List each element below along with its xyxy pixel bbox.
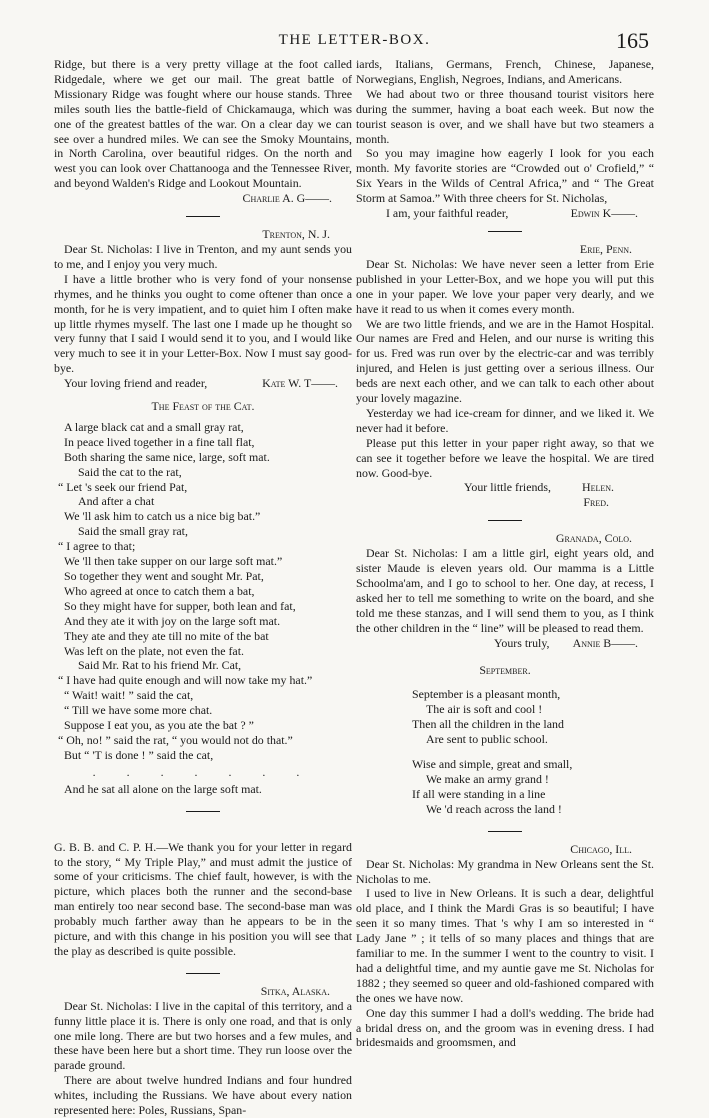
poem-line: We make an army grand ! [426, 771, 549, 786]
poem-line: “ I have had quite enough and will now take my hat.” [58, 673, 313, 688]
section-divider [186, 216, 220, 217]
signature-edwin: Edwin K——. [570, 206, 638, 221]
closing-erie-text: Your little friends, [464, 480, 551, 495]
signature-charlie: Charlie A. G——. [242, 191, 332, 206]
editor-reply: G. B. B. and C. P. H.—We thank you for your letter in regard to the story, “ My Triple Play,” and must admit the justice of some of your criticisms. The chief fault, however, is with the picture, which places both the runner and the second-base man entirely too near second base. The second-base man was probably much farther away than he appears to be in the picture, and with this change in his position you will see that the play as described is quite possible. [54, 839, 352, 958]
closing-sitka [356, 206, 654, 221]
signature-kate: Kate W. T——. [262, 376, 338, 391]
signature-annie: Annie B——. [572, 635, 638, 650]
poem-line: A large black cat and a small gray rat, [64, 419, 244, 434]
signature-helen: Helen. [582, 480, 614, 495]
poem-line: So together they went and sought Mr. Pat, [64, 569, 264, 583]
poem-line: Suppose I eat you, as you ate the bat ? ” [64, 718, 254, 733]
letter-sitka-p2: There are about twelve hundred Indians and four hundred whites, including the Russians. We have about every nation represented here: Poles, Russians, Span- [54, 1073, 352, 1118]
letter-sitka-p1: Dear St. Nicholas: I live in the capital of this territory, and a funny little place it is. There is only one road, and that is only one mile long. There are but two horses and a few mules, and these have been here but a short time. They run loose over the parade ground. [54, 998, 352, 1073]
closing-erie [356, 480, 654, 495]
section-divider [488, 831, 522, 832]
dateline-granada: Granada, Colo. [555, 531, 632, 546]
section-divider [488, 231, 522, 232]
letter-chicago-p2: I used to live in New Orleans. It is such a dear, delightful old place, and I think the Mardi Gras is so beautiful; I have seen it so many times. That 's why I am so interested in “ Lady Jane ” ; it tells of so many places and things that are familiar to me. In the summer I went to the country to visit. I had a delightful time, and my auntie gave me St. Nicholas for 1882 ; they seemed so queer and old-fashioned compared with the ones we have now. [356, 886, 654, 1005]
dateline-sitka: Sitka, Alaska. [260, 983, 330, 998]
closing-trenton-text: Your loving friend and reader, [64, 376, 208, 391]
poem-september [356, 687, 654, 816]
left-column [54, 57, 352, 1118]
poem-line: Was left on the plate, not even the fat. [64, 643, 244, 658]
poem-line: “ Oh, no! ” said the rat, “ you would not do that.” [58, 732, 293, 747]
poem-line: And they ate it with joy on the large soft mat. [64, 613, 281, 628]
poem-line: So they might have for supper, both lean and fat, [64, 598, 296, 613]
letter-sitka-continued: iards, Italians, Germans, French, Chinese, Japanese, Norwegians, English, Negroes, Indians, and Americans. [356, 57, 654, 86]
poem-line: Are sent to public school. [426, 732, 548, 747]
poem-ellipsis: . . . . . . . [92, 764, 314, 779]
poem-line: Said the small gray rat, [78, 524, 188, 539]
poem-line: Wise and simple, great and small, [412, 757, 573, 772]
dateline-erie: Erie, Penn. [579, 241, 632, 256]
closing-sitka-text: I am, your faithful reader, [386, 206, 509, 221]
section-divider [186, 811, 220, 812]
poem-line: “ Let 's seek our friend Pat, [58, 479, 188, 494]
poem-line: We 'd reach across the land ! [426, 801, 562, 816]
letter-chicago-p3: One day this summer I had a doll's wedding. The bride had a bridal dress on, and the groom was in evening dress. I had bridesmaids and groomsmen, and [356, 1005, 654, 1050]
running-head [0, 30, 709, 58]
section-divider [186, 973, 220, 974]
letter-sitka-p4: So you may imagine how eagerly I look for you each month. My favorite stories are “Crowded out o' Crofield,” “ Six Years in the Wilds of Central Africa,” and “ The Great Storm at Samoa.” With three cheers for St. Nicholas, [356, 146, 654, 206]
poem-line: And after a chat [78, 494, 155, 509]
poem-line: “ I agree to that; [58, 539, 136, 554]
stanza-gap [356, 747, 654, 757]
letter-erie-p4: Please put this letter in your paper right away, so that we can see it together before we leave the hospital. We are tired now. Good-bye. [356, 435, 654, 480]
closing-trenton [54, 376, 352, 391]
poem-title-feast: The Feast of the Cat. [151, 399, 255, 414]
poem-line: If all were standing in a line [412, 786, 546, 801]
poem-line: But “ 'T is done ! ” said the cat, [64, 747, 214, 762]
letter-erie-p1: Dear St. Nicholas: We have never seen a letter from Erie published in your Letter-Box, and we hope you will put this one in your paper. We love your paper very dearly, and we have it read to us when it comes every month. [356, 256, 654, 316]
letter-erie-p2: We are two little friends, and we are in the Hamot Hospital. Our names are Fred and Helen, and our nurse is writing this for us. Fred was run over by the electric-car and was terribly injured, and Helen is just getting over a serious illness. Our beds are next each other, and we can talk to each other about your lovely magazine. [356, 316, 654, 406]
dateline-chicago: Chicago, Ill. [570, 841, 632, 856]
intro-paragraph: Ridge, but there is a very pretty village at the foot called Ridgedale, where we get our mail. The great battle of Missionary Ridge was fought where our house stands. Three miles south lies the battle-field of Chickamauga, which was one of the greatest battles of the war. On a clear day we can see over a hundred miles. We can see the Smoky Mountains, in North Carolina, over beautiful ridges. On the north and west you can look over Chattanooga and the Tennessee River, and beyond Walden's Ridge and Lookout Mountain. [54, 57, 352, 191]
poem-line: The air is soft and cool ! [426, 702, 543, 717]
dateline-trenton: Trenton, N. J. [262, 227, 330, 242]
poem-line: “ Wait! wait! ” said the cat, [64, 688, 194, 703]
letter-granada-p1: Dear St. Nicholas: I am a little girl, eight years old, and sister Maude is eleven years old. Our mamma is a Little Schoolma'am, and I go to school to her. One day, at recess, I asked her to tell me something to write on the board, and she told me these stanzas, and I will send them to you, as I think the other children in the “ line” will be pleased to read them. [356, 546, 654, 635]
poem-line: Said the cat to the rat, [78, 464, 182, 479]
poem-title-september: September. [479, 662, 531, 677]
letter-erie-p3: Yesterday we had ice-cream for dinner, and we liked it. We never had it before. [356, 405, 654, 435]
section-divider [488, 520, 522, 521]
running-head-title: THE LETTER-BOX. [278, 32, 431, 48]
page-number: 165 [616, 28, 649, 53]
letter-trenton-p2: I have a little brother who is very fond of your nonsense rhymes, and he thinks you ought to come oftener than once a month, for he is very impatient, and to quiet him I often make up little rhymes myself. The last one I made up he thought so very funny that I said I would send it to you, and I would like very much to see it in your Letter-Box. Now I must say good-bye. [54, 271, 352, 376]
poem-line: We 'll then take supper on our large soft mat.” [64, 554, 283, 569]
poem-line: Who agreed at once to catch them a bat, [64, 583, 255, 598]
poem-line: “ Till we have some more chat. [64, 703, 213, 718]
poem-line: In peace lived together in a fine tall flat, [64, 434, 255, 449]
poem-line: September is a pleasant month, [412, 687, 561, 702]
letter-trenton-p1: Dear St. Nicholas: I live in Trenton, and my aunt sends you to me, and I enjoy you very much. [54, 241, 352, 271]
signature-fred: Fred. [583, 495, 609, 510]
closing-granada [356, 636, 654, 651]
poem-line: Said Mr. Rat to his friend Mr. Cat, [78, 658, 242, 673]
right-column [356, 57, 654, 1050]
poem-feast-of-the-cat [54, 420, 352, 797]
poem-line: We 'll ask him to catch us a nice big bat.” [64, 509, 261, 524]
letter-sitka-p3: We had about two or three thousand tourist visitors here during the summer, having a boat each week. But now the tourist season is over, and we shall have but two steamers a month. [356, 86, 654, 146]
poem-line: Both sharing the same nice, large, soft mat. [64, 449, 270, 464]
letter-chicago-p1: Dear St. Nicholas: My grandma in New Orleans sent the St. Nicholas to me. [356, 856, 654, 886]
closing-granada-text: Yours truly, [494, 635, 550, 650]
poem-line: They ate and they ate till no mite of the bat [64, 628, 269, 643]
poem-line: Then all the children in the land [412, 717, 564, 732]
poem-line: And he sat all alone on the large soft mat. [64, 781, 262, 796]
